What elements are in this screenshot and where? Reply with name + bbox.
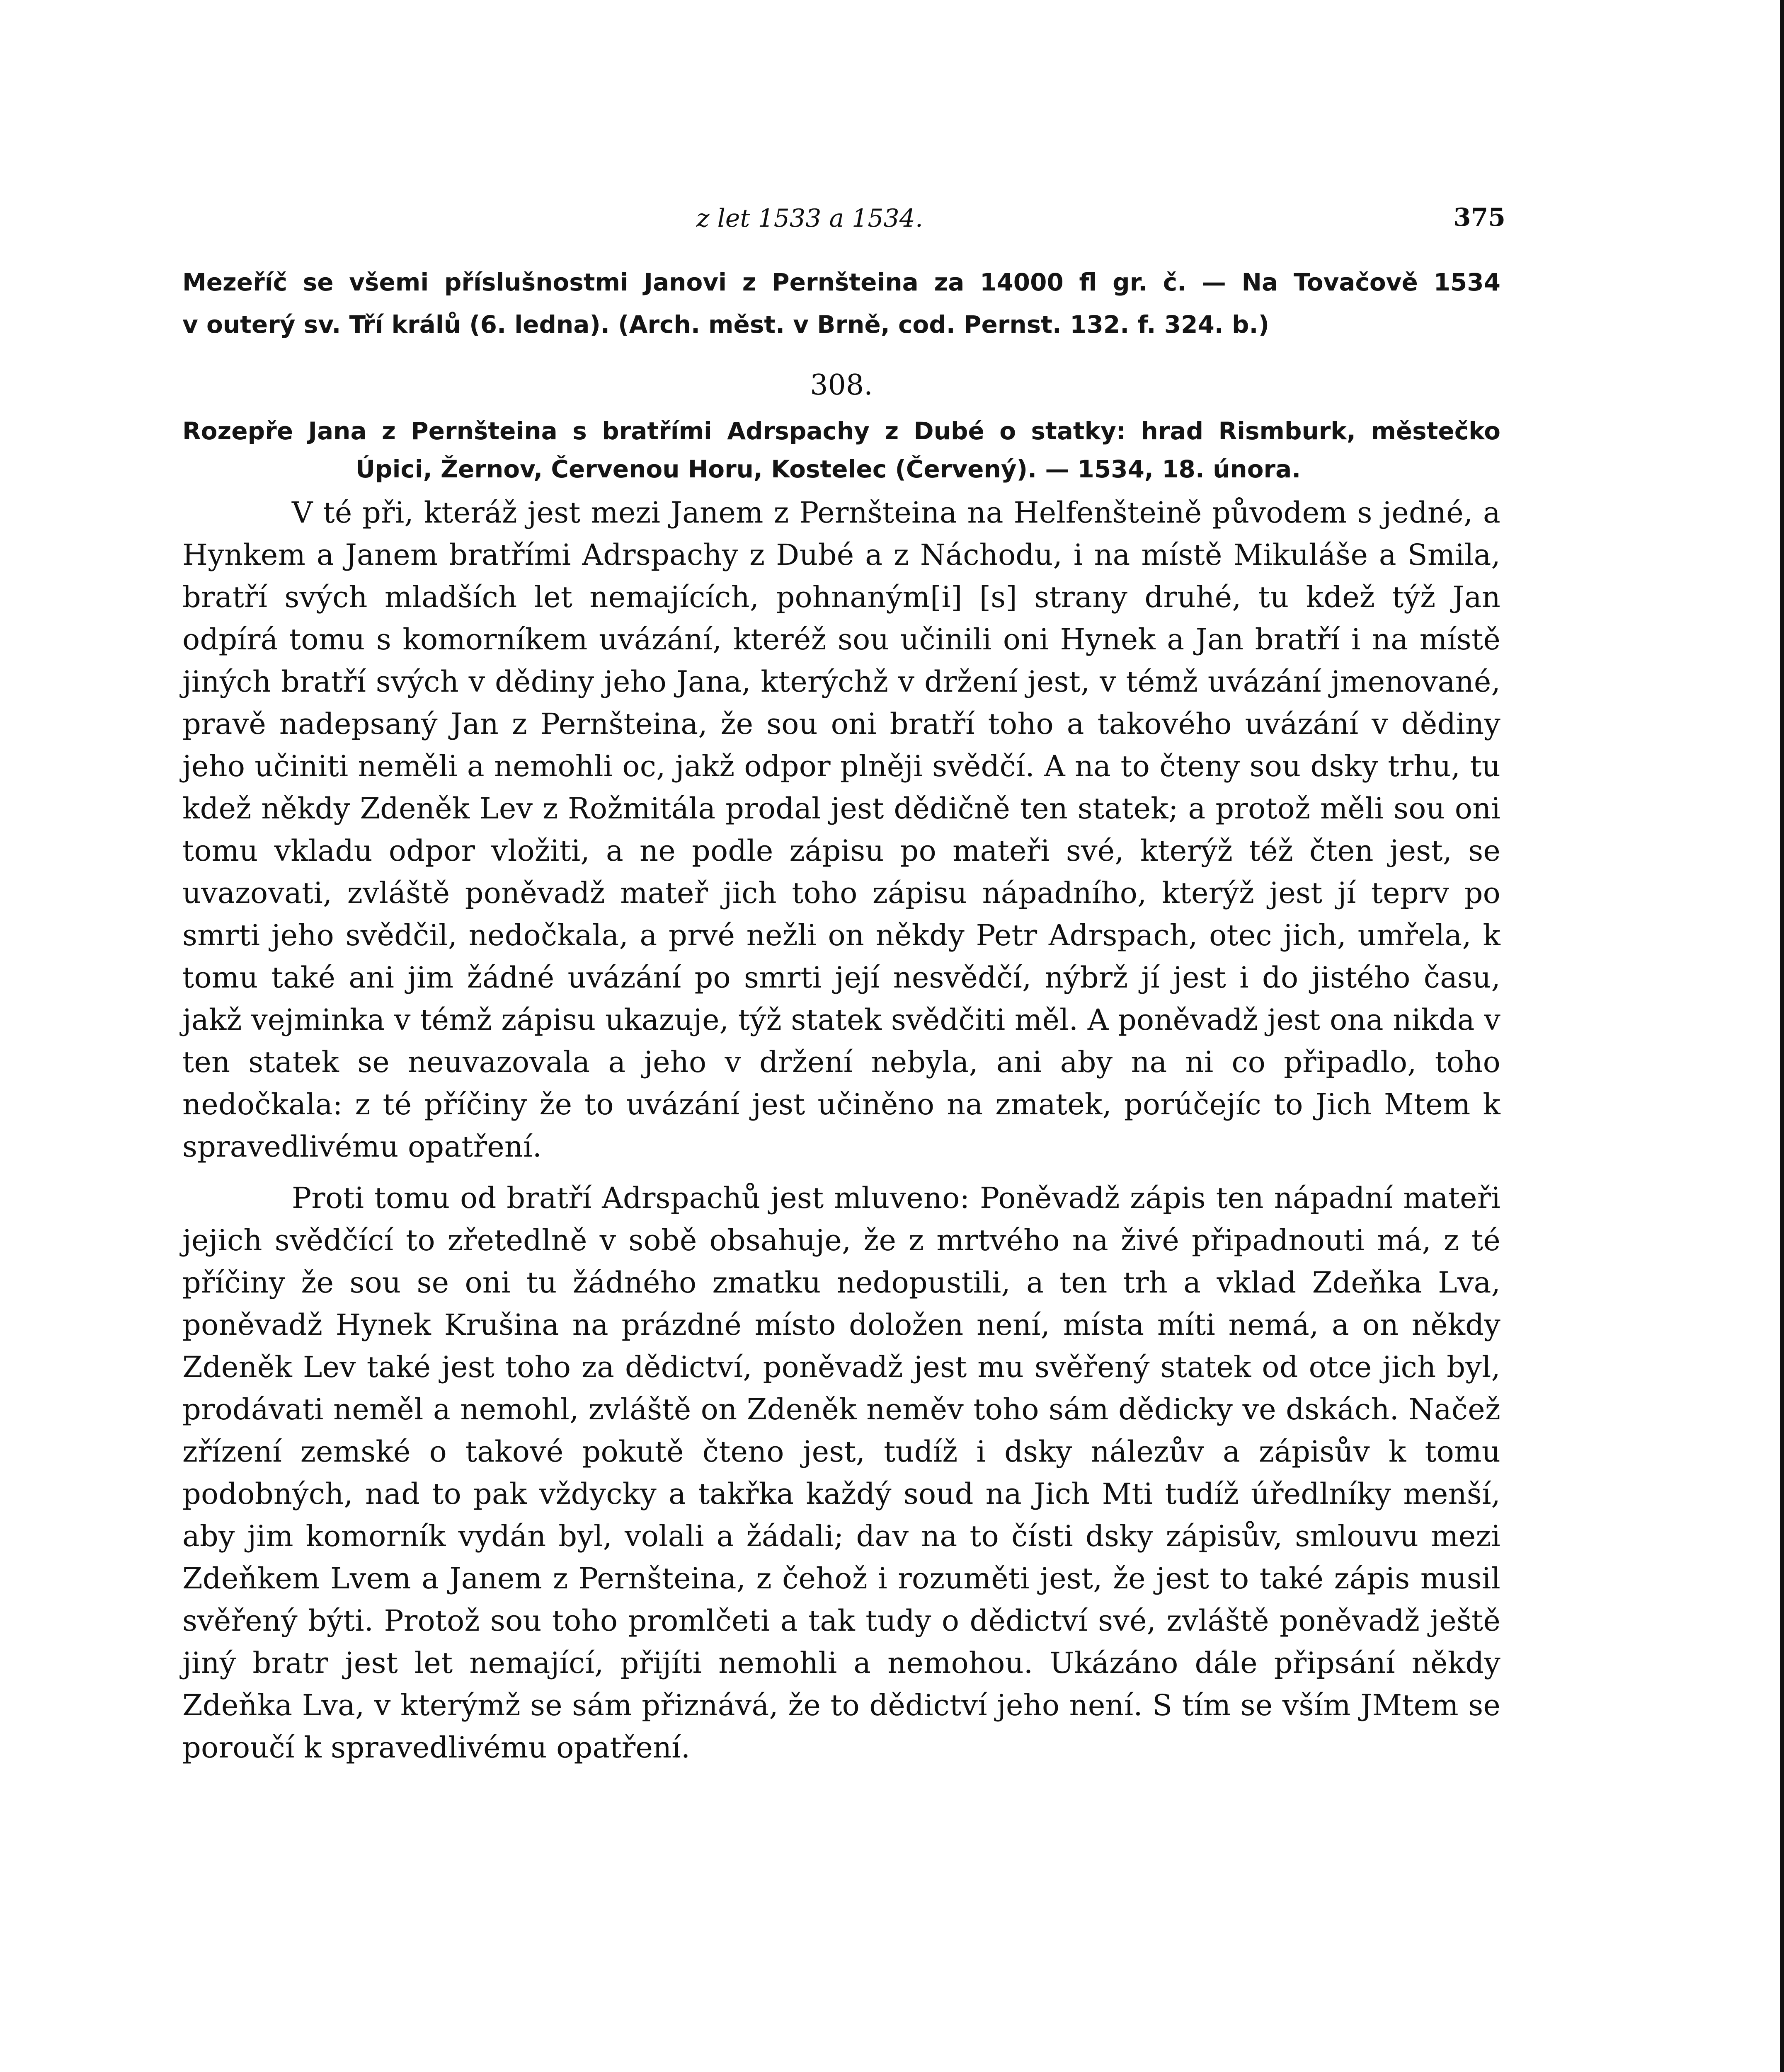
- running-head-title: z let 1533 a 1534.: [696, 204, 923, 233]
- body-paragraph-1: V té při, kteráž jest mezi Janem z Pernšteina na Helfenšteině původem s jedné, a Hynkem a Janem bratřími Adrspachy z Dubé a z Náchodu, i na místě Mikuláše a Smila, bratří svých mladších let nemajících, pohnaným[i] [s] strany druhé, tu kdež týž Jan odpírá tomu s komorníkem uvázání, kteréž sou učinili oni Hynek a Jan bratří i na místě jiných bratří svých v dědiny jeho Jana, kterýchž v držení jest, v témž uvázání jmenované, pravě nadepsaný Jan z Pernšteina, že sou oni bratří toho a takového uvázání v dědiny jeho učiniti neměli a nemohli oc, jakž odpor plněji svědčí. A na to čteny sou dsky trhu, tu kdež někdy Zdeněk Lev z Rožmitála prodal jest dědičně ten statek; a protož měli sou oni tomu vkladu odpor vložiti, a ne podle zápisu po mateři své, kterýž též čten jest, se uvazovati, zvláště poněvadž mateř jich toho zápisu nápadního, kterýž jest jí teprv po smrti jeho svědčil, nedočkala, a prvé nežli on někdy Petr Adrspach, otec jich, umřela, k tomu také ani jim žádné uvázání po smrti její nesvědčí, nýbrž jí jest i do jistého času, jakž vejminka v témž zápisu ukazuje, týž statek svědčiti měl. A poněvadž jest ona nikda v ten statek se neuvazovala a jeho v držení nebyla, ani aby na ni co připadlo, toho nedočkala: z té příčiny že to uvázání jest učiněno na zmatek, porúčejíc to Jich Mtem k spravedlivému opatření.: [182, 496, 1500, 1164]
- page-body: [182, 199, 1505, 1769]
- continuation-line-2: v outerý sv. Tří králů (6. ledna). (Arch. měst. v Brně, cod. Pernst. 132. f. 324. b.): [182, 310, 1270, 339]
- page-number: 375: [1453, 203, 1505, 232]
- previous-document-continuation: [182, 261, 1500, 346]
- continuation-line-1: Mezeříč se všemi příslušnostmi Janovi z Pernšteina za 14000 ﬂ gr. č. — Na Tovačově 1534: [182, 268, 1500, 296]
- body-paragraph-2: Proti tomu od bratří Adrspachů jest mluveno: Poněvadž zápis ten nápadní mateři jejich svědčící to zřetedlně v sobě obsahuje, že z mrtvého na živé připadnouti má, z té příčiny že sou se oni tu žádného zmatku nedopustili, a ten trh a vklad Zdeňka Lva, poněvadž Hynek Krušina na prázdné místo doložen není, místa míti nemá, a on někdy Zdeněk Lev také jest toho za dědictví, poněvadž jest mu svěřený statek od otce jich byl, prodávati neměl a nemohl, zvláště on Zdeněk neměv toho sám dědicky ve dskách. Načež zřízení zemské o takové pokutě čteno jest, tudíž i dsky nálezův a zápisův k tomu podobných, nad to pak vždycky a takřka každý soud na Jich Mti tudíž úředlníky menší, aby jim komorník vydán byl, volali a žádali; dav na to čísti dsky zápisův, smlouvu mezi Zdeňkem Lvem a Janem z Pernšteina, z čehož i rozuměti jest, že jest to také zápis musil svěřený býti. Protož sou toho promlčeti a tak tudy o dědictví své, zvláště poněvadž ještě jiný bratr jest let nemající, přijíti nemohli a nemohou. Ukázáno dále připsání někdy Zdeňka Lva, v kterýmž se sám přiznává, že to dědictví jeho není. S tím se vším JMtem se poroučí k spravedlivému opatření.: [182, 1181, 1500, 1765]
- running-head: [182, 199, 1505, 244]
- document-heading: [182, 412, 1500, 488]
- document-heading-line-2: Úpici, Žernov, Červenou Horu, Kostelec (Červený). — 1534, 18. února.: [356, 455, 1301, 483]
- document-heading-line-1: Rozepře Jana z Pernšteina s bratřími Adrspachy z Dubé o statky: hrad Rismburk, městečko: [182, 417, 1500, 445]
- document-number: 308.: [810, 369, 873, 402]
